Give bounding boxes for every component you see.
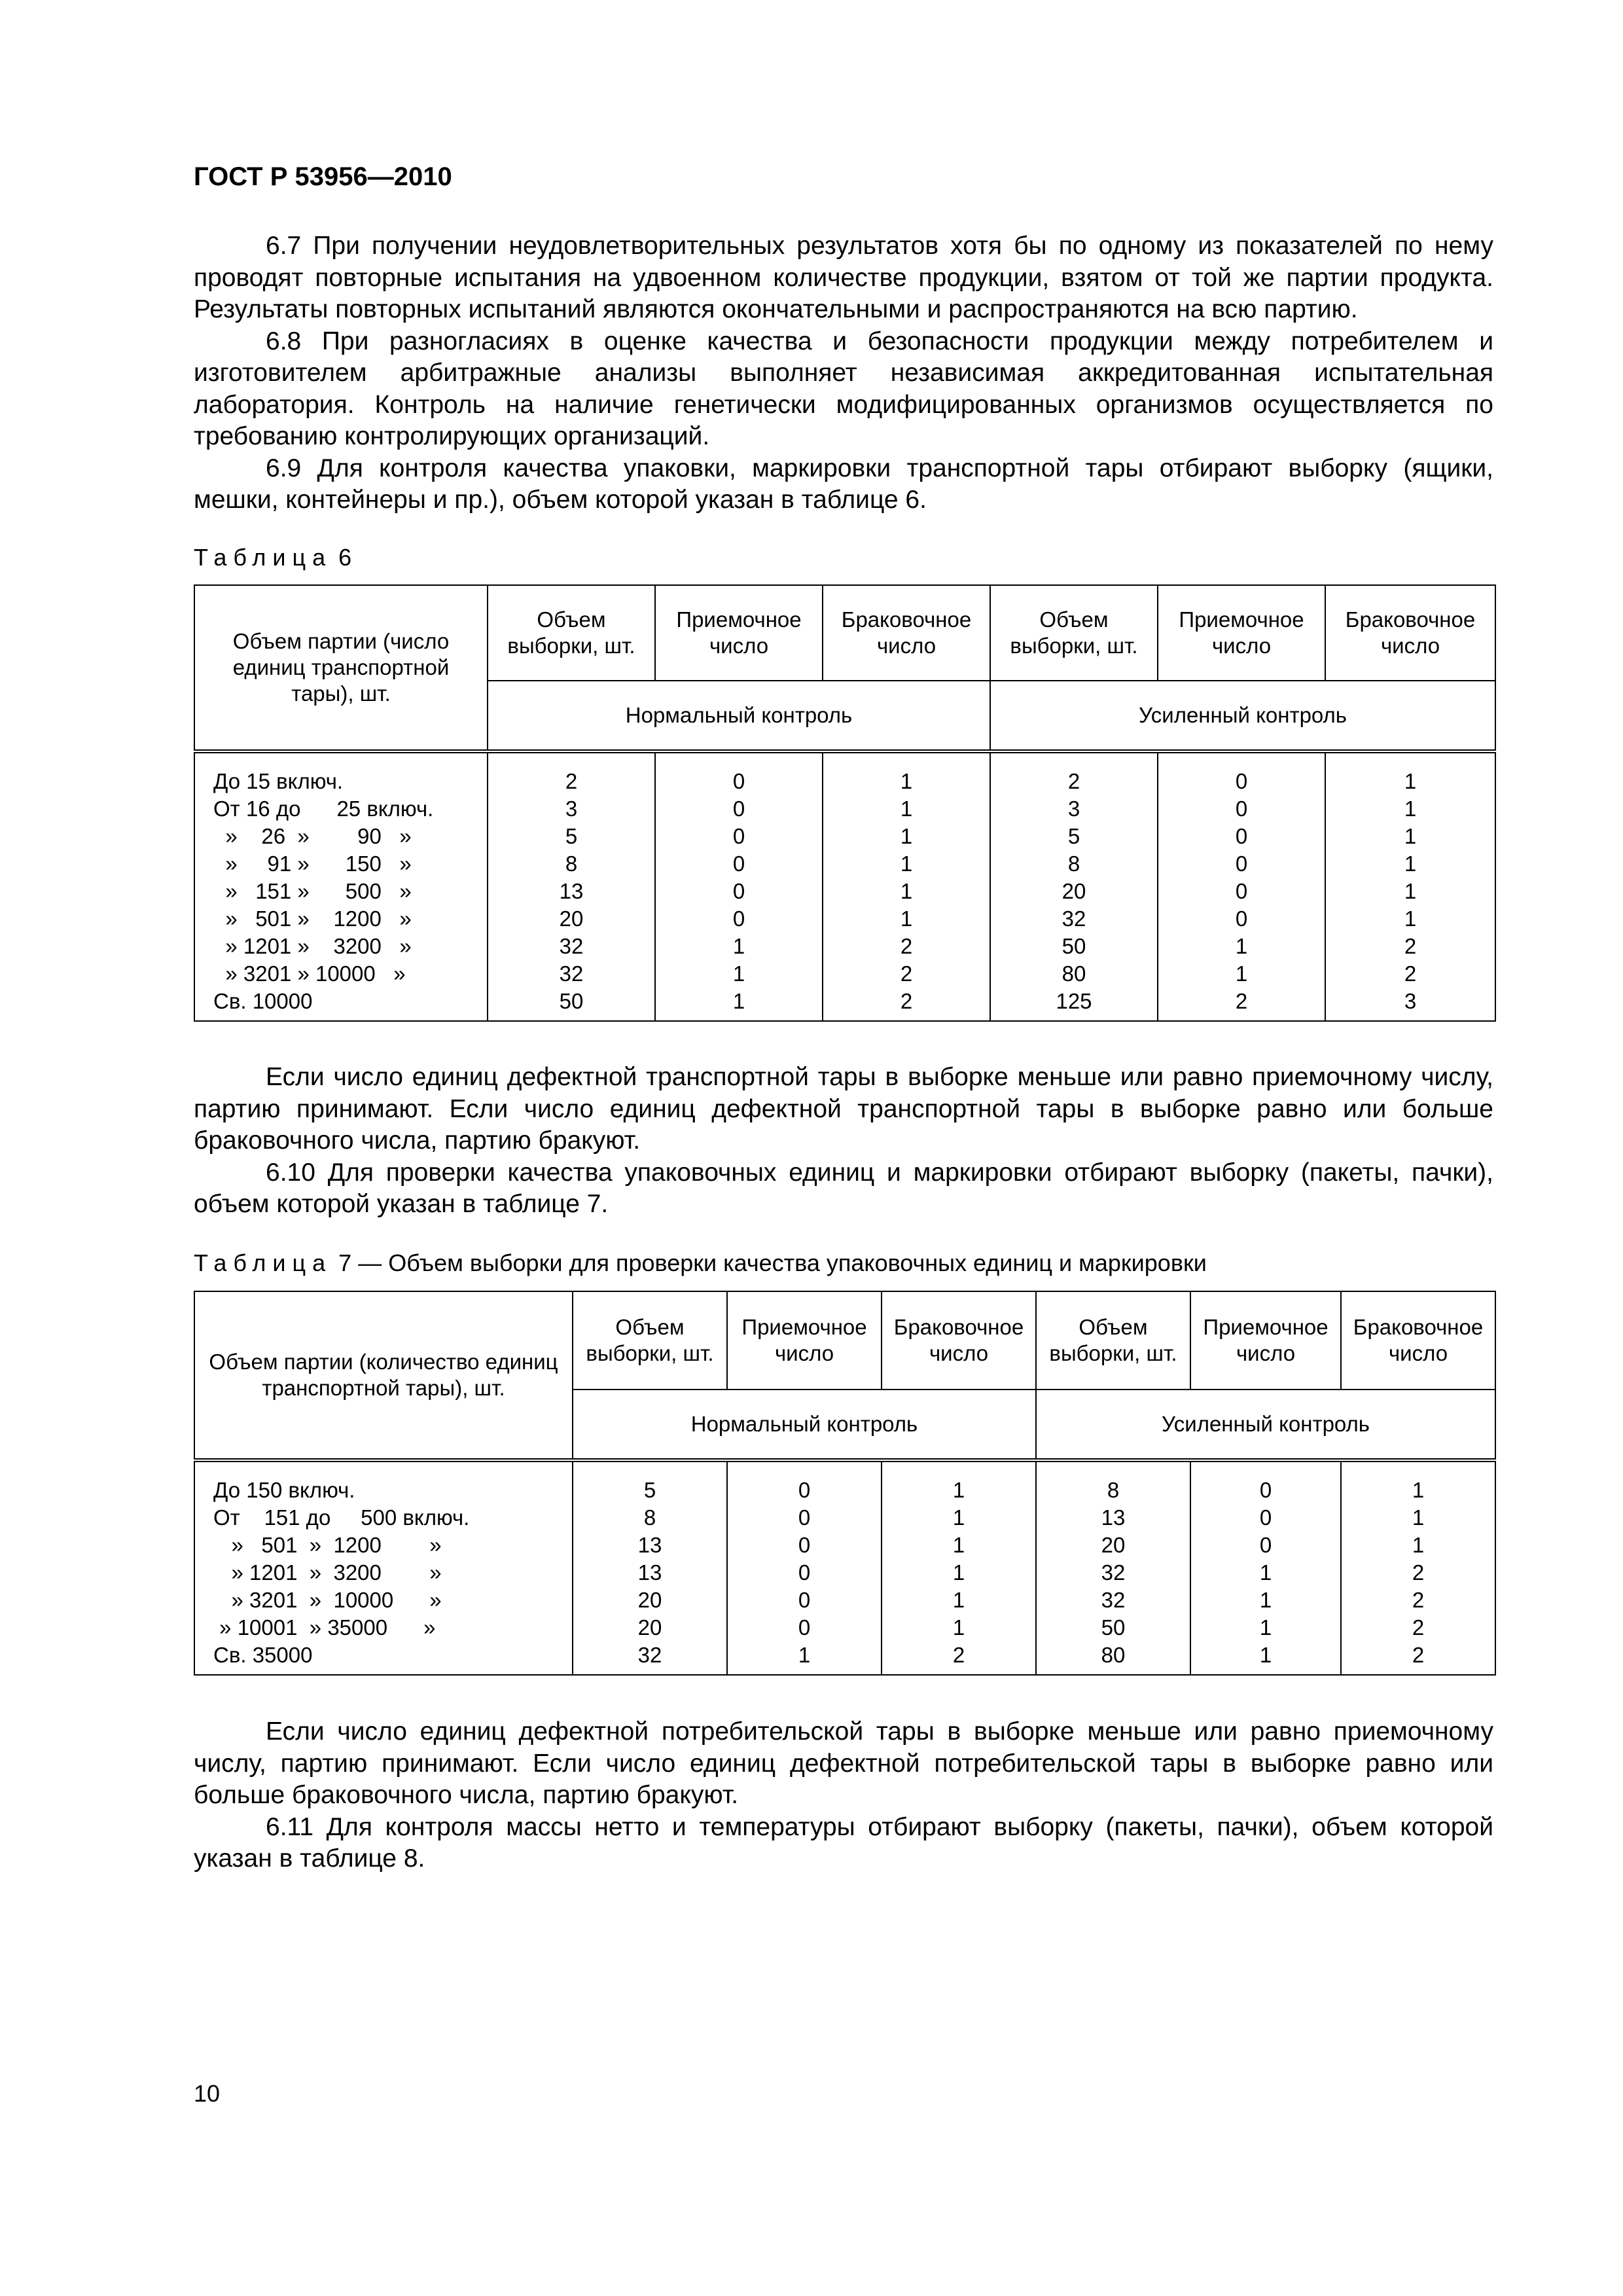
table-cell: » 3201 » 10000 »: [213, 961, 406, 986]
table-cell: 2: [1404, 961, 1417, 986]
table-cell: 5: [643, 1478, 656, 1502]
table-cell: 0: [1235, 906, 1248, 931]
table-cell: » 3201 » 10000 »: [213, 1588, 442, 1612]
table-cell: 13: [1101, 1505, 1126, 1530]
table-6: [194, 584, 1496, 1022]
table-cell: 1: [900, 852, 913, 876]
table-cell: » 10001 » 35000 »: [213, 1615, 436, 1640]
table-cell: 2: [900, 934, 913, 958]
table6-header-lot: Объем партии (число единиц транспортной тары), шт.: [194, 585, 488, 751]
table-cell: 0: [798, 1560, 811, 1585]
table-cell: 0: [1235, 852, 1248, 876]
table-cell: 8: [1067, 852, 1080, 876]
table-cell: 2: [1412, 1643, 1425, 1667]
table-cell: 2: [1404, 934, 1417, 958]
table-cell: От 16 до 25 включ.: [213, 797, 434, 821]
table-cell: 1: [732, 989, 745, 1013]
table-cell: 1: [952, 1560, 965, 1585]
document-header: ГОСТ Р 53956—2010: [194, 162, 452, 191]
table7-header-reject: Браковочное число: [882, 1291, 1036, 1390]
table-cell: 1: [1235, 934, 1248, 958]
table-cell: 1: [952, 1478, 965, 1502]
table-cell: 1: [1412, 1478, 1425, 1502]
table-cell: 32: [559, 961, 584, 986]
table7-header-sample-enh: Объем выборки, шт.: [1036, 1291, 1190, 1390]
table6-group-enhanced: Усиленный контроль: [990, 681, 1495, 751]
table-cell: 3: [1067, 797, 1080, 821]
table-cell: 1: [900, 824, 913, 848]
table-cell: 1: [900, 879, 913, 903]
table-cell: 1: [900, 906, 913, 931]
table7-header-lot: Объем партии (количество единиц транспортной тары), шт.: [194, 1291, 573, 1460]
table-cell: 2: [565, 769, 578, 793]
table7-group-normal: Нормальный контроль: [573, 1390, 1036, 1460]
table6-header-sample: Объем выборки, шт.: [488, 585, 655, 681]
table-cell: 50: [1101, 1615, 1126, 1640]
table7-col-accept: [727, 1460, 882, 1675]
table6-col-accept-enh: [1158, 751, 1325, 1021]
table-cell: До 15 включ.: [213, 769, 344, 793]
table-cell: 1: [1404, 769, 1417, 793]
table-cell: » 26 » 90 »: [213, 824, 412, 848]
table-cell: 20: [637, 1615, 662, 1640]
table7-caption: [194, 1249, 1207, 1278]
table-cell: 1: [900, 797, 913, 821]
table7-header-accept: Приемочное число: [727, 1291, 882, 1390]
table-cell: 1: [952, 1588, 965, 1612]
table-cell: 1: [900, 769, 913, 793]
table-cell: 2: [1067, 769, 1080, 793]
table7-header-reject-enh: Браковочное число: [1341, 1291, 1495, 1390]
table-cell: 32: [637, 1643, 662, 1667]
table-cell: 1: [952, 1615, 965, 1640]
table-cell: 32: [1101, 1560, 1126, 1585]
table-cell: 1: [732, 961, 745, 986]
table7-col-accept-enh: [1190, 1460, 1341, 1675]
table-cell: 2: [1235, 989, 1248, 1013]
paragraph-transport-tare: Если число единиц дефектной транспортной тары в выборке меньше или равно приемочному числу, партию принимают. Если число единиц дефектной транспортной тары в выборке равно или больше браковочного числа, партию бракуют.: [194, 1063, 1493, 1155]
paragraph-block-top: [194, 230, 1493, 516]
table6-caption: [194, 543, 351, 572]
table-cell: 0: [732, 797, 745, 821]
table-cell: » 501 » 1200 »: [213, 1533, 442, 1557]
table-cell: 13: [637, 1533, 662, 1557]
paragraph-block-mid: [194, 1062, 1493, 1221]
table-cell: » 91 » 150 »: [213, 852, 412, 876]
table-cell: 8: [565, 852, 578, 876]
table7-header-sample: Объем выборки, шт.: [573, 1291, 727, 1390]
table7-col-reject-enh: [1341, 1460, 1495, 1675]
table-cell: 1: [1404, 852, 1417, 876]
table7-header-accept-enh: Приемочное число: [1190, 1291, 1341, 1390]
table-cell: 3: [565, 797, 578, 821]
table-cell: 0: [1259, 1533, 1272, 1557]
table-cell: 20: [559, 906, 584, 931]
paragraph-6-10: 6.10 Для проверки качества упаковочных единиц и маркировки отбирают выборку (пакеты, пачки), объем которой указан в таблице 7.: [194, 1158, 1493, 1218]
table-cell: » 501 » 1200 »: [213, 906, 412, 931]
paragraph-6-9: 6.9 Для контроля качества упаковки, маркировки транспортной тары отбирают выборку (ящики, мешки, контейнеры и пр.), объем которой указан в таблице 6.: [194, 454, 1493, 514]
table-cell: 20: [637, 1588, 662, 1612]
table-cell: 80: [1061, 961, 1086, 986]
table-cell: 0: [732, 852, 745, 876]
table-cell: 32: [1101, 1588, 1126, 1612]
table-cell: 2: [1412, 1560, 1425, 1585]
table6-header-accept-enh: Приемочное число: [1158, 585, 1325, 681]
table-cell: 1: [1404, 824, 1417, 848]
table6-caption-word: Таблица: [194, 544, 332, 571]
table-cell: 0: [1235, 797, 1248, 821]
paragraph-block-bottom: [194, 1716, 1493, 1875]
table6-col-sample: [488, 751, 655, 1021]
table-cell: 1: [1259, 1615, 1272, 1640]
table-cell: 1: [1235, 961, 1248, 986]
table6-col-reject-enh: [1325, 751, 1495, 1021]
table7-col-sample-enh: [1036, 1460, 1190, 1675]
table-cell: 0: [1235, 824, 1248, 848]
table-cell: Св. 35000: [213, 1643, 313, 1667]
table-cell: 32: [1061, 906, 1086, 931]
table-cell: 3: [1404, 989, 1417, 1013]
table6-col-lot: [194, 751, 488, 1021]
table-cell: От 151 до 500 включ.: [213, 1505, 470, 1530]
table-cell: 1: [1412, 1533, 1425, 1557]
table-cell: 50: [1061, 934, 1086, 958]
table-cell: » 151 » 500 »: [213, 879, 412, 903]
table-cell: 0: [1259, 1478, 1272, 1502]
table-cell: 5: [565, 824, 578, 848]
table-cell: 20: [1061, 879, 1086, 903]
table-cell: 1: [1259, 1560, 1272, 1585]
table-cell: 1: [952, 1505, 965, 1530]
table-cell: 0: [798, 1533, 811, 1557]
table6-header-reject: Браковочное число: [823, 585, 990, 681]
table6-header-accept: Приемочное число: [655, 585, 823, 681]
table-cell: 1: [798, 1643, 811, 1667]
table-cell: 13: [559, 879, 584, 903]
table-cell: 0: [732, 824, 745, 848]
table-cell: 0: [798, 1588, 811, 1612]
table-cell: 0: [798, 1615, 811, 1640]
paragraph-consumer-tare: Если число единиц дефектной потребительской тары в выборке меньше или равно приемочному числу, партию принимают. Если число единиц дефектной потребительской тары в выборке равно или больше браковочного числа, партию бракуют.: [194, 1717, 1493, 1809]
table-cell: 125: [1056, 989, 1092, 1013]
table-cell: 13: [637, 1560, 662, 1585]
table6-caption-number: 6: [338, 544, 352, 571]
table7-col-sample: [573, 1460, 727, 1675]
table-cell: 5: [1067, 824, 1080, 848]
table-cell: » 1201 » 3200 »: [213, 1560, 442, 1585]
table7-col-lot: [194, 1460, 573, 1675]
table6-col-reject: [823, 751, 990, 1021]
table-cell: 0: [1259, 1505, 1272, 1530]
paragraph-6-8: 6.8 При разногласиях в оценке качества и безопасности продукции между потребителем и изготовителем арбитражные анализы выполняет независимая аккредитованная испытательная лаборатория. Контроль на наличие генетически модифицированных организмов осуществляется по требованию контролирующих организаций.: [194, 327, 1493, 450]
table-cell: 2: [900, 961, 913, 986]
table-cell: 0: [732, 769, 745, 793]
table6-col-sample-enh: [990, 751, 1158, 1021]
table-cell: 20: [1101, 1533, 1126, 1557]
table-cell: 1: [1412, 1505, 1425, 1530]
table-cell: 2: [900, 989, 913, 1013]
table7-caption-number: 7: [338, 1249, 352, 1276]
table7-group-enhanced: Усиленный контроль: [1036, 1390, 1495, 1460]
table-cell: 0: [798, 1505, 811, 1530]
table-cell: 0: [798, 1478, 811, 1502]
table7-caption-title: — Объем выборки для проверки качества упаковочных единиц и маркировки: [358, 1249, 1207, 1276]
table-cell: 2: [1412, 1615, 1425, 1640]
table-cell: 8: [643, 1505, 656, 1530]
table-cell: Св. 10000: [213, 989, 313, 1013]
table6-group-normal: Нормальный контроль: [488, 681, 990, 751]
table-cell: 1: [1259, 1643, 1272, 1667]
table-cell: 2: [1412, 1588, 1425, 1612]
table-cell: 1: [952, 1533, 965, 1557]
table6-header-sample-enh: Объем выборки, шт.: [990, 585, 1158, 681]
table-cell: 0: [1235, 769, 1248, 793]
page-number: 10: [194, 2080, 221, 2107]
table-cell: 80: [1101, 1643, 1126, 1667]
table-cell: 1: [1404, 906, 1417, 931]
table-7: [194, 1291, 1496, 1676]
paragraph-6-7: 6.7 При получении неудовлетворительных результатов хотя бы по одному из показателей по нему проводят повторные испытания на удвоенном количестве продукции, взятом от той же партии продукта. Результаты повторных испытаний являются окончательными и распространяются на всю партию.: [194, 232, 1493, 323]
table-cell: 8: [1107, 1478, 1120, 1502]
table7-caption-word: Таблица: [194, 1249, 332, 1276]
paragraph-6-11: 6.11 Для контроля массы нетто и температуры отбирают выборку (пакеты, пачки), объем которой указан в таблице 8.: [194, 1812, 1493, 1873]
table-cell: 1: [1404, 879, 1417, 903]
table-cell: 0: [732, 906, 745, 931]
table7-col-reject: [882, 1460, 1036, 1675]
table6-col-accept: [655, 751, 823, 1021]
table-cell: 50: [559, 989, 584, 1013]
table-cell: 1: [732, 934, 745, 958]
table6-header-reject-enh: Браковочное число: [1325, 585, 1495, 681]
table-cell: » 1201 » 3200 »: [213, 934, 412, 958]
table-cell: 1: [1259, 1588, 1272, 1612]
table-cell: 0: [1235, 879, 1248, 903]
table-cell: 2: [952, 1643, 965, 1667]
table-cell: 0: [732, 879, 745, 903]
table-cell: До 150 включ.: [213, 1478, 355, 1502]
table-cell: 1: [1404, 797, 1417, 821]
table-cell: 32: [559, 934, 584, 958]
